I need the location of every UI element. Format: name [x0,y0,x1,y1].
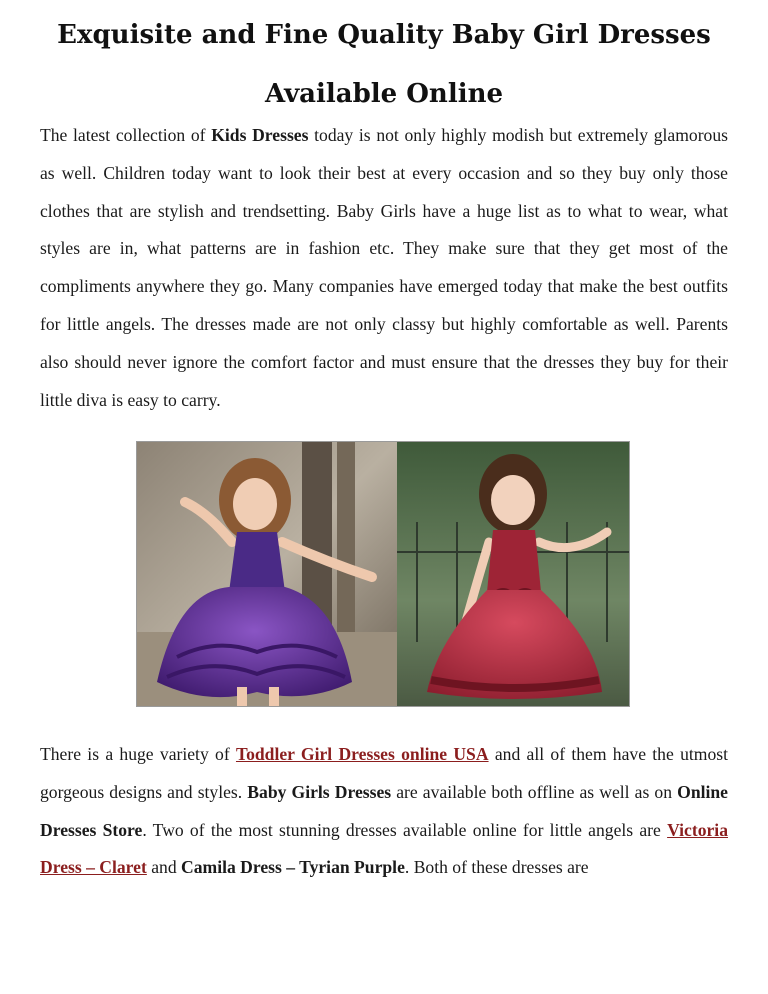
text-run: and [146,857,182,878]
text-run: . Both of these dresses are [404,857,589,878]
bold-term-kids-dresses: Kids Dresses [211,125,309,145]
page-title: Exquisite and Fine Quality Baby Girl Dresses Available Online [57,20,711,109]
bold-term-baby-girls-dresses: Baby Girls Dresses [247,781,392,802]
intro-paragraph [40,117,728,419]
toddler-girl-dresses-link[interactable]: Toddler Girl Dresses online USA [235,744,489,764]
text-run: The latest collection of [40,125,212,145]
text-run: are available both offline as well as on [391,781,678,802]
dresses-photo [136,441,630,707]
bold-term-camila-dress: Camila Dress – Tyrian Purple [181,857,405,878]
bold-term-online-dresses-store: Online Dresses Store [40,781,728,840]
purple-dress-photo [137,442,397,706]
variety-paragraph [40,736,728,887]
victoria-dress-claret-link[interactable]: Victoria Dress – Claret [40,819,728,878]
text-run: today is not only highly modish but extremely glamorous as well. Children today want to look their best at every occasion and so they buy only those clothes that are stylish and trendsetting. Baby Girls have a huge list as to what to wear, what styles are in, what patterns are in fashion etc. They make sure that they get most of the compliments anywhere they go. Many companies have emerged today that make the best outfits for little angels. The dresses made are not only classy but highly comfortable as well. Parents also should never ignore the comfort factor and must ensure that the dresses they buy for their little diva is easy to carry. [40,125,729,410]
claret-dress-photo [397,442,629,706]
text-run: There is a huge variety of [40,744,236,764]
text-run: and all of them have the utmost gorgeous designs and styles. [40,744,728,802]
text-run: . Two of the most stunning dresses available online for little angels are [142,819,668,840]
